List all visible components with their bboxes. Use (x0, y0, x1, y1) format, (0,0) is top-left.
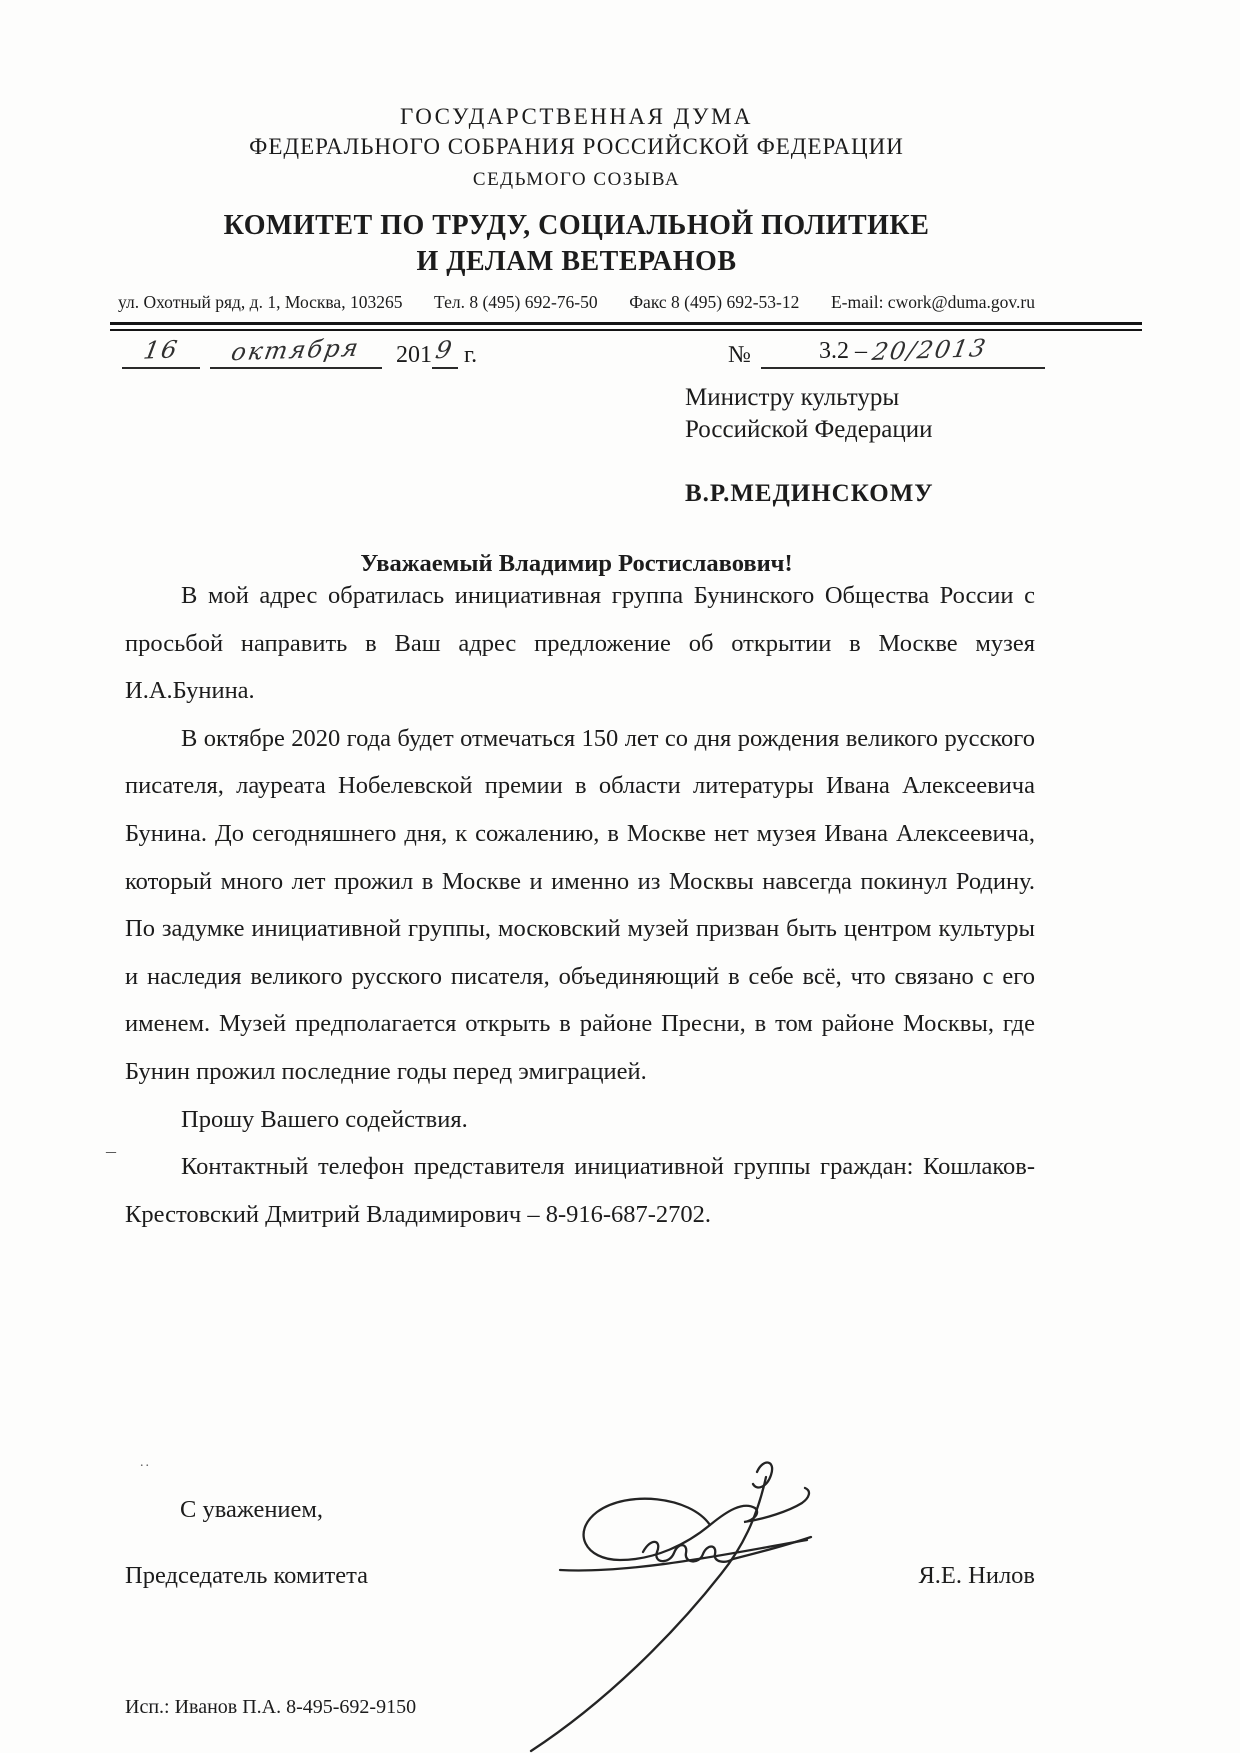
body-paragraph: Прошу Вашего содействия. (181, 1105, 468, 1133)
executor-line: Исп.: Иванов П.А. 8-495-692-9150 (125, 1696, 417, 1718)
letterhead (113, 102, 1040, 280)
date-day-field (122, 336, 200, 369)
phone-number: Тел. 8 (495) 692-76-50 (434, 292, 598, 312)
date-year-digit-handwritten: 9 (433, 335, 457, 365)
date-line (122, 333, 478, 369)
committee-name (113, 208, 1040, 280)
org-convocation-line: СЕДЬМОГО СОЗЫВА (472, 169, 681, 190)
addressee-title-line2: Российской Федерации (685, 416, 933, 443)
addressee-name: В.Р.МЕДИНСКОМУ (685, 480, 934, 507)
letterhead-contacts (118, 292, 1035, 313)
date-year-field (432, 336, 458, 369)
number-printed-part: 3.2 – (819, 338, 868, 364)
outgoing-number-field (761, 336, 1045, 369)
signer-name: Я.Е. Нилов (918, 1562, 1035, 1589)
fax-number: Факс 8 (495) 692-53-12 (629, 292, 800, 312)
letterhead-divider (110, 322, 1142, 331)
body-paragraph: В октябре 2020 года будет отмечаться 150 лет со дня рождения великого русского писателя, лауреата Нобелевской премии в области литературы Ивана Алексеевича Бунина. До сегодняшнего дня, к сожалению, в Москве нет музея Ивана Алексеевича, который много лет прожил в Москве и именно из Москвы навсегда покинул Родину. По задумке инициативной группы, московский музей призван быть центром культуры и наследия великого русского писателя, объединяющий в себе всё, что связано с его именем. Музей предполагается открыть в районе Пресни, в том районе Москвы, где Бунин прожил последние годы перед эмиграцией. (125, 724, 1035, 1085)
body-paragraph: Контактный телефон представителя инициативной группы граждан: Кошлаков-Крестовский Дмитрий Владимирович – 8-916-687-2702. (125, 1153, 1035, 1228)
date-month-field (210, 333, 382, 369)
outgoing-number-line (728, 336, 1045, 369)
letter-body (125, 572, 1035, 1238)
org-name-line: ГОСУДАРСТВЕННАЯ ДУМА (400, 104, 753, 129)
committee-name-line1: КОМИТЕТ ПО ТРУДУ, СОЦИАЛЬНОЙ ПОЛИТИКЕ (223, 210, 930, 241)
number-sign: № (728, 342, 751, 368)
body-paragraph: В мой адрес обратилась инициативная группа Бунинского Общества России с просьбой направить в Ваш адрес предложение об открытии в Москве музея И.А.Бунина. (125, 582, 1035, 705)
number-handwritten-part: 20/2013 (870, 334, 990, 366)
signature-ink-image (505, 1450, 825, 1753)
date-day-handwritten: 16 (141, 335, 181, 365)
date-year-printed: 201 (396, 342, 432, 368)
scan-artifact-dash: – (106, 1140, 116, 1162)
org-federal-assembly-line: ФЕДЕРАЛЬНОГО СОБРАНИЯ РОССИЙСКОЙ ФЕДЕРАЦИИ (249, 134, 904, 159)
closing-regards: С уважением, (180, 1496, 324, 1523)
postal-address: ул. Охотный ряд, д. 1, Москва, 103265 (118, 292, 403, 312)
salutation: Уважаемый Владимир Ростиславович! (360, 550, 793, 577)
signer-position: Председатель комитета (125, 1562, 369, 1589)
email-address: E-mail: cwork@duma.gov.ru (830, 292, 1035, 312)
addressee-title-line1: Министру культуры (685, 384, 900, 411)
date-year-suffix: г. (464, 342, 478, 368)
date-month-handwritten: октября (229, 333, 363, 367)
scan-artifact-dots: .. (140, 1455, 151, 1470)
committee-name-line2: И ДЕЛАМ ВЕТЕРАНОВ (416, 246, 737, 277)
addressee-block (685, 382, 934, 510)
